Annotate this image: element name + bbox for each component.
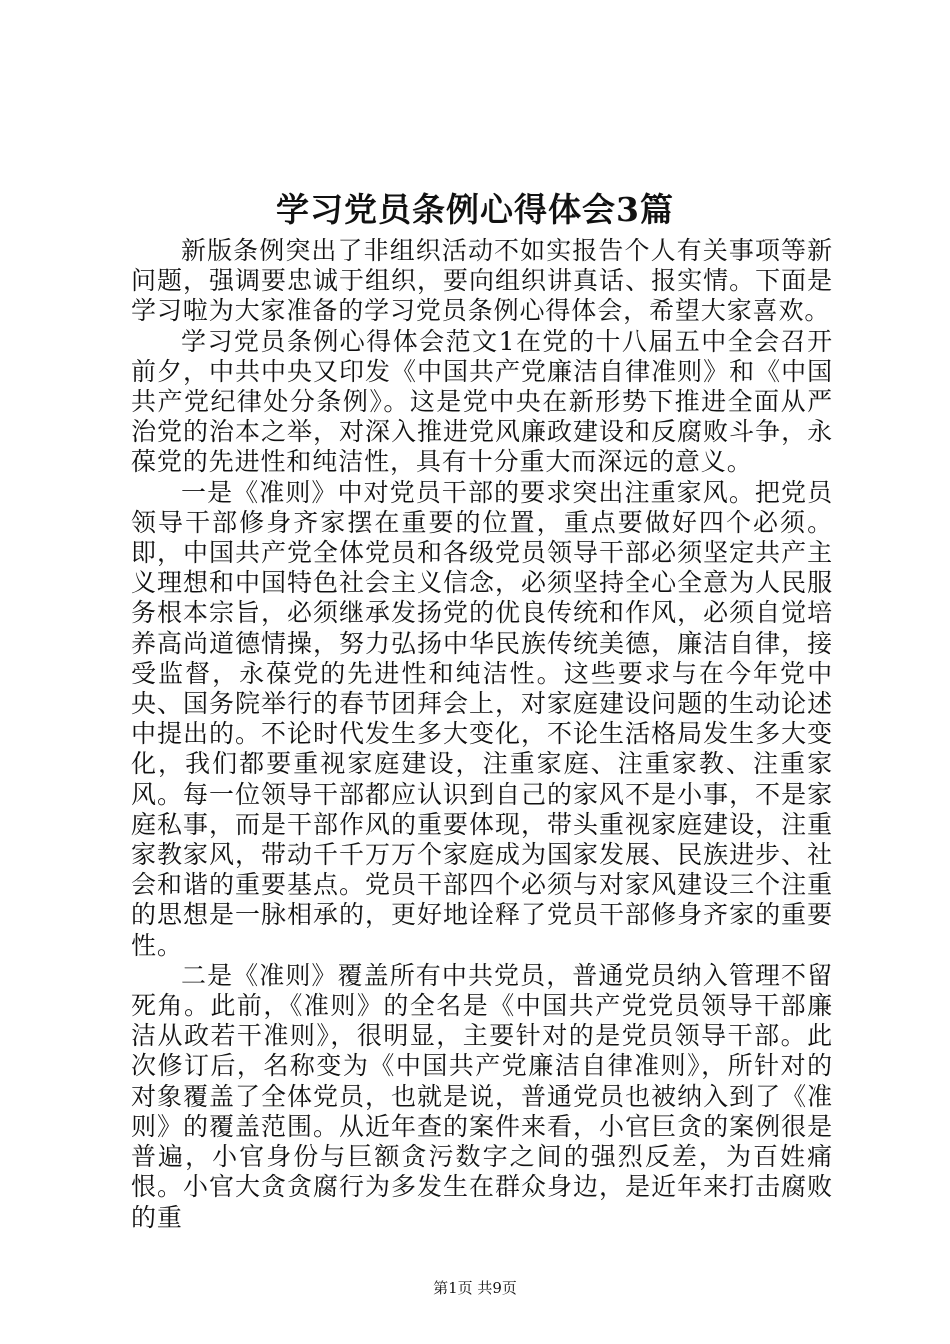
paragraph-intro: 新版条例突出了非组织活动不如实报告个人有关事项等新问题，强调要忠诚于组织，要向组织讲真话、报实情。下面是学习啦为大家准备的学习党员条例心得体会，希望大家喜欢。 (131, 236, 833, 326)
document-title: 学习党员条例心得体会3篇 (276, 190, 674, 229)
page-footer: 第1页 共9页 (433, 1279, 517, 1297)
paragraph-sample-1: 学习党员条例心得体会范文1在党的十八届五中全会召开前夕，中共中央又印发《中国共产党廉洁自律准则》和《中国共产党纪律处分条例》。这是党中央在新形势下推进全面从严治党的治本之举，对深入推进党风廉政建设和反腐败斗争，永葆党的先进性和纯洁性，具有十分重大而深远的意义。 (131, 326, 833, 477)
document-body (131, 236, 833, 1233)
paragraph-point-1: 一是《准则》中对党员干部的要求突出注重家风。把党员领导干部修身齐家摆在重要的位置，重点要做好四个必须。即，中国共产党全体党员和各级党员领导干部必须坚定共产主义理想和中国特色社会主义信念，必须坚持全心全意为人民服务根本宗旨，必须继承发扬党的优良传统和作风，必须自觉培养高尚道德情操，努力弘扬中华民族传统美德，廉洁自律，接受监督，永葆党的先进性和纯洁性。这些要求与在今年党中央、国务院举行的春节团拜会上，对家庭建设问题的生动论述中提出的。不论时代发生多大变化，不论生活格局发生多大变化，我们都要重视家庭建设，注重家庭、注重家教、注重家风。每一位领导干部都应认识到自己的家风不是小事，不是家庭私事，而是干部作风的重要体现，带头重视家庭建设，注重家教家风，带动千千万万个家庭成为国家发展、民族进步、社会和谐的重要基点。党员干部四个必须与对家风建设三个注重的思想是一脉相承的，更好地诠释了党员干部修身齐家的重要性。 (131, 477, 833, 960)
paragraph-point-2: 二是《准则》覆盖所有中共党员，普通党员纳入管理不留死角。此前，《准则》的全名是《中国共产党党员领导干部廉洁从政若干准则》，很明显，主要针对的是党员领导干部。此次修订后，名称变为《中国共产党廉洁自律准则》，所针对的对象覆盖了全体党员，也就是说，普通党员也被纳入到了《准则》的覆盖范围。从近年查的案件来看，小官巨贪的案例很是普遍，小官身份与巨额贪污数字之间的强烈反差，为百姓痛恨。小官大贪贪腐行为多发生在群众身边，是近年来打击腐败的重 (131, 960, 833, 1232)
